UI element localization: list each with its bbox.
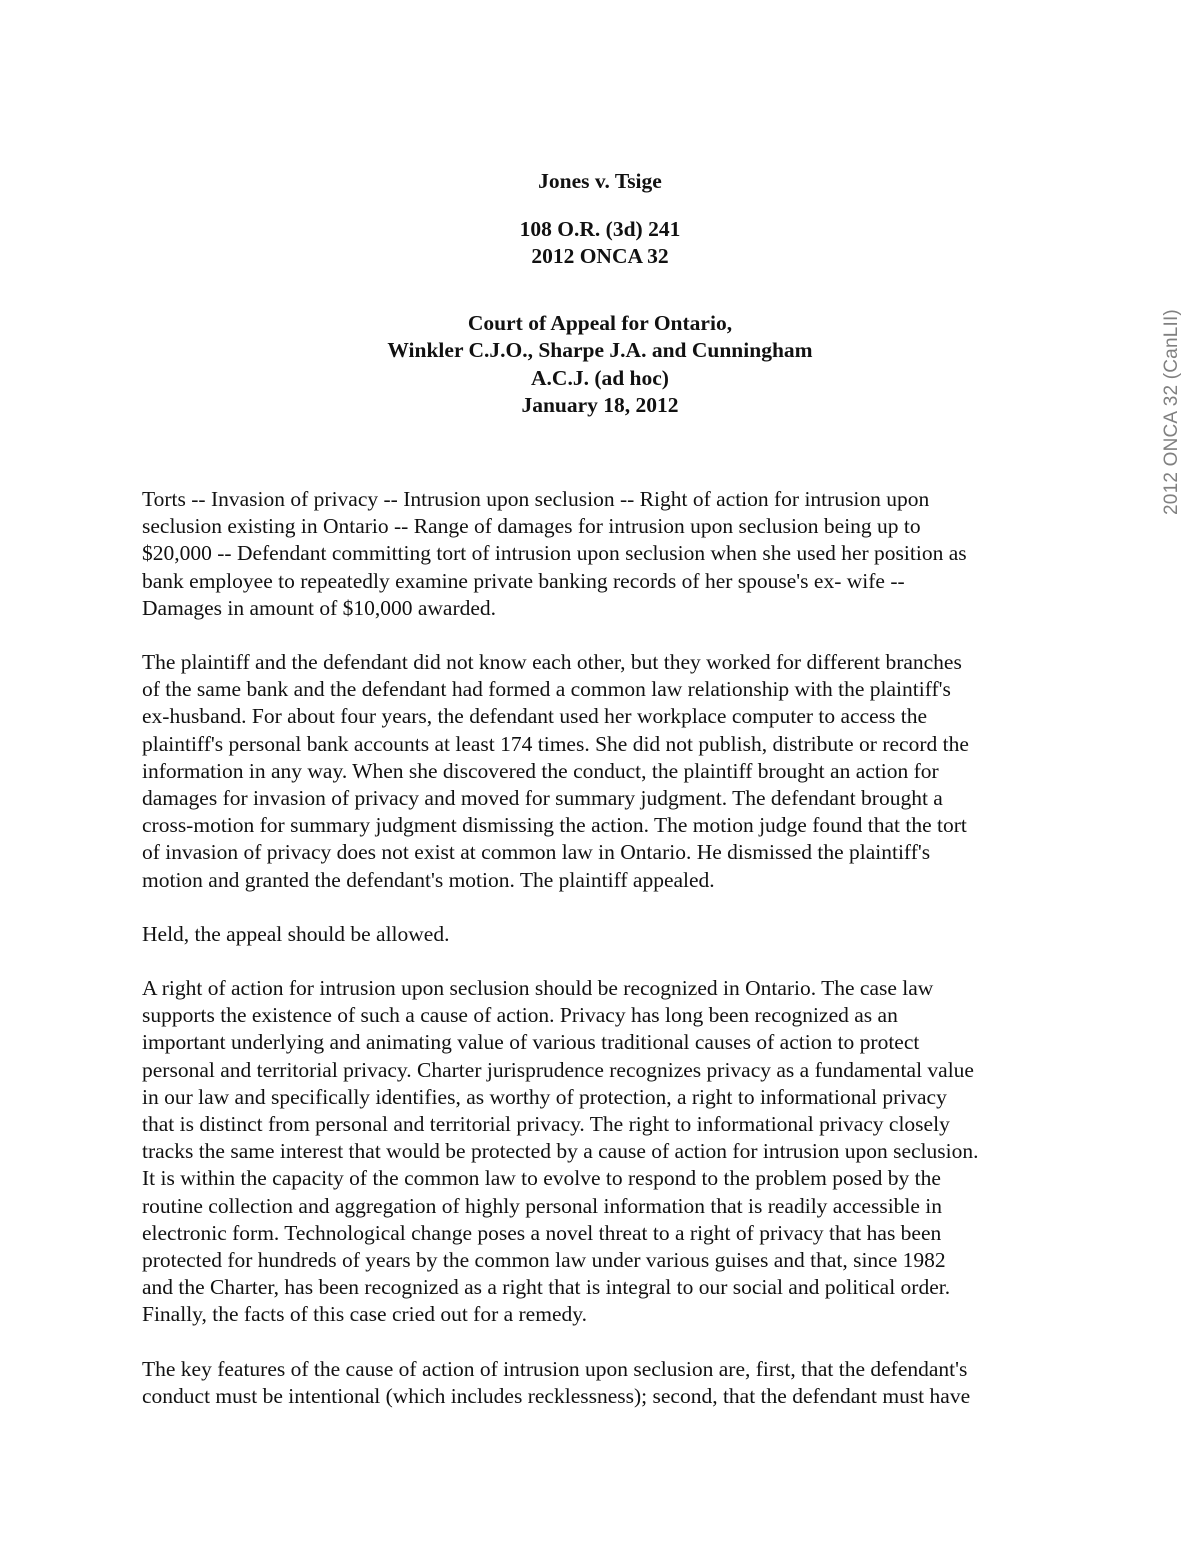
text-line: conduct must be intentional (which includes recklessness); second, that the defendant must have: [142, 1383, 971, 1408]
text-line: cross-motion for summary judgment dismissing the action. The motion judge found that the tort: [142, 813, 967, 838]
text-line: and the Charter, has been recognized as a right that is integral to our social and political order.: [142, 1275, 951, 1300]
paragraph-reasons: [142, 975, 1062, 1329]
text-line: supports the existence of such a cause of action. Privacy has long been recognized as an: [142, 1003, 898, 1028]
case-header: [0, 168, 1200, 420]
judges-line: Winkler C.J.O., Sharpe J.A. and Cunningham: [387, 338, 813, 362]
text-line: ex-husband. For about four years, the defendant used her workplace computer to access the: [142, 704, 928, 729]
text-line: Finally, the facts of this case cried out for a remedy.: [142, 1302, 587, 1327]
text-line: seclusion existing in Ontario -- Range of damages for intrusion upon seclusion being up to: [142, 514, 921, 539]
text-line: tracks the same interest that would be protected by a cause of action for intrusion upon seclusion.: [142, 1139, 979, 1164]
text-line: electronic form. Technological change poses a novel threat to a right of privacy that has been: [142, 1220, 942, 1245]
text-line: protected for hundreds of years by the common law under various guises and that, since 1982: [142, 1248, 946, 1273]
text-line: plaintiff's personal bank accounts at least 174 times. She did not publish, distribute or record the: [142, 731, 969, 756]
text-line: of the same bank and the defendant had formed a common law relationship with the plaintiff's: [142, 677, 951, 702]
decision-date: January 18, 2012: [521, 393, 679, 417]
text-line: in our law and specifically identifies, as worthy of protection, a right to informational privacy: [142, 1084, 947, 1109]
case-title: Jones v. Tsige: [538, 169, 662, 193]
text-line: of invasion of privacy does not exist at common law in Ontario. He dismissed the plaintiff's: [142, 840, 931, 865]
text-line: personal and territorial privacy. Charter jurisprudence recognizes privacy as a fundamental value: [142, 1057, 974, 1082]
court-name: Court of Appeal for Ontario,: [467, 310, 733, 335]
text-line: damages for invasion of privacy and moved for summary judgment. The defendant brought a: [142, 786, 943, 811]
headnote-body: [142, 486, 1062, 1437]
paragraph-held: [142, 921, 1062, 948]
text-line: routine collection and aggregation of highly personal information that is readily accessible in: [142, 1193, 943, 1218]
text-line: motion and granted the defendant's motion. The plaintiff appealed.: [142, 867, 715, 892]
text-line: that is distinct from personal and territorial privacy. The right to informational privacy closely: [142, 1112, 950, 1137]
text-line: Held, the appeal should be allowed.: [142, 921, 450, 946]
text-line: important underlying and animating value of various traditional causes of action to protect: [142, 1030, 920, 1055]
watermark-text: 2012 ONCA 32 (CanLII): [1161, 309, 1183, 515]
text-line: It is within the capacity of the common law to evolve to respond to the problem posed by the: [142, 1166, 941, 1191]
paragraph-catchwords: [142, 486, 1062, 622]
canlii-watermark: [1154, 306, 1190, 518]
text-line: Damages in amount of $10,000 awarded.: [142, 595, 497, 620]
text-line: The plaintiff and the defendant did not know each other, but they worked for different branches: [142, 650, 962, 675]
text-line: $20,000 -- Defendant committing tort of intrusion upon seclusion when she used her position as: [142, 541, 967, 566]
text-line: Torts -- Invasion of privacy -- Intrusion upon seclusion -- Right of action for intrusion upon: [142, 487, 930, 511]
citation-report: 108 O.R. (3d) 241: [519, 216, 681, 241]
paragraph-key-features: [142, 1356, 1062, 1410]
text-line: information in any way. When she discovered the conduct, the plaintiff brought an action for: [142, 758, 939, 783]
text-line: The key features of the cause of action of intrusion upon seclusion are, first, that the defendant's: [142, 1356, 968, 1381]
judges-line-continued: A.C.J. (ad hoc): [531, 365, 669, 390]
text-line: bank employee to repeatedly examine private banking records of her spouse's ex- wife --: [142, 568, 905, 593]
text-line: A right of action for intrusion upon seclusion should be recognized in Ontario. The case law: [142, 976, 934, 1001]
paragraph-facts: [142, 649, 1062, 894]
citation-neutral: 2012 ONCA 32: [531, 244, 669, 268]
